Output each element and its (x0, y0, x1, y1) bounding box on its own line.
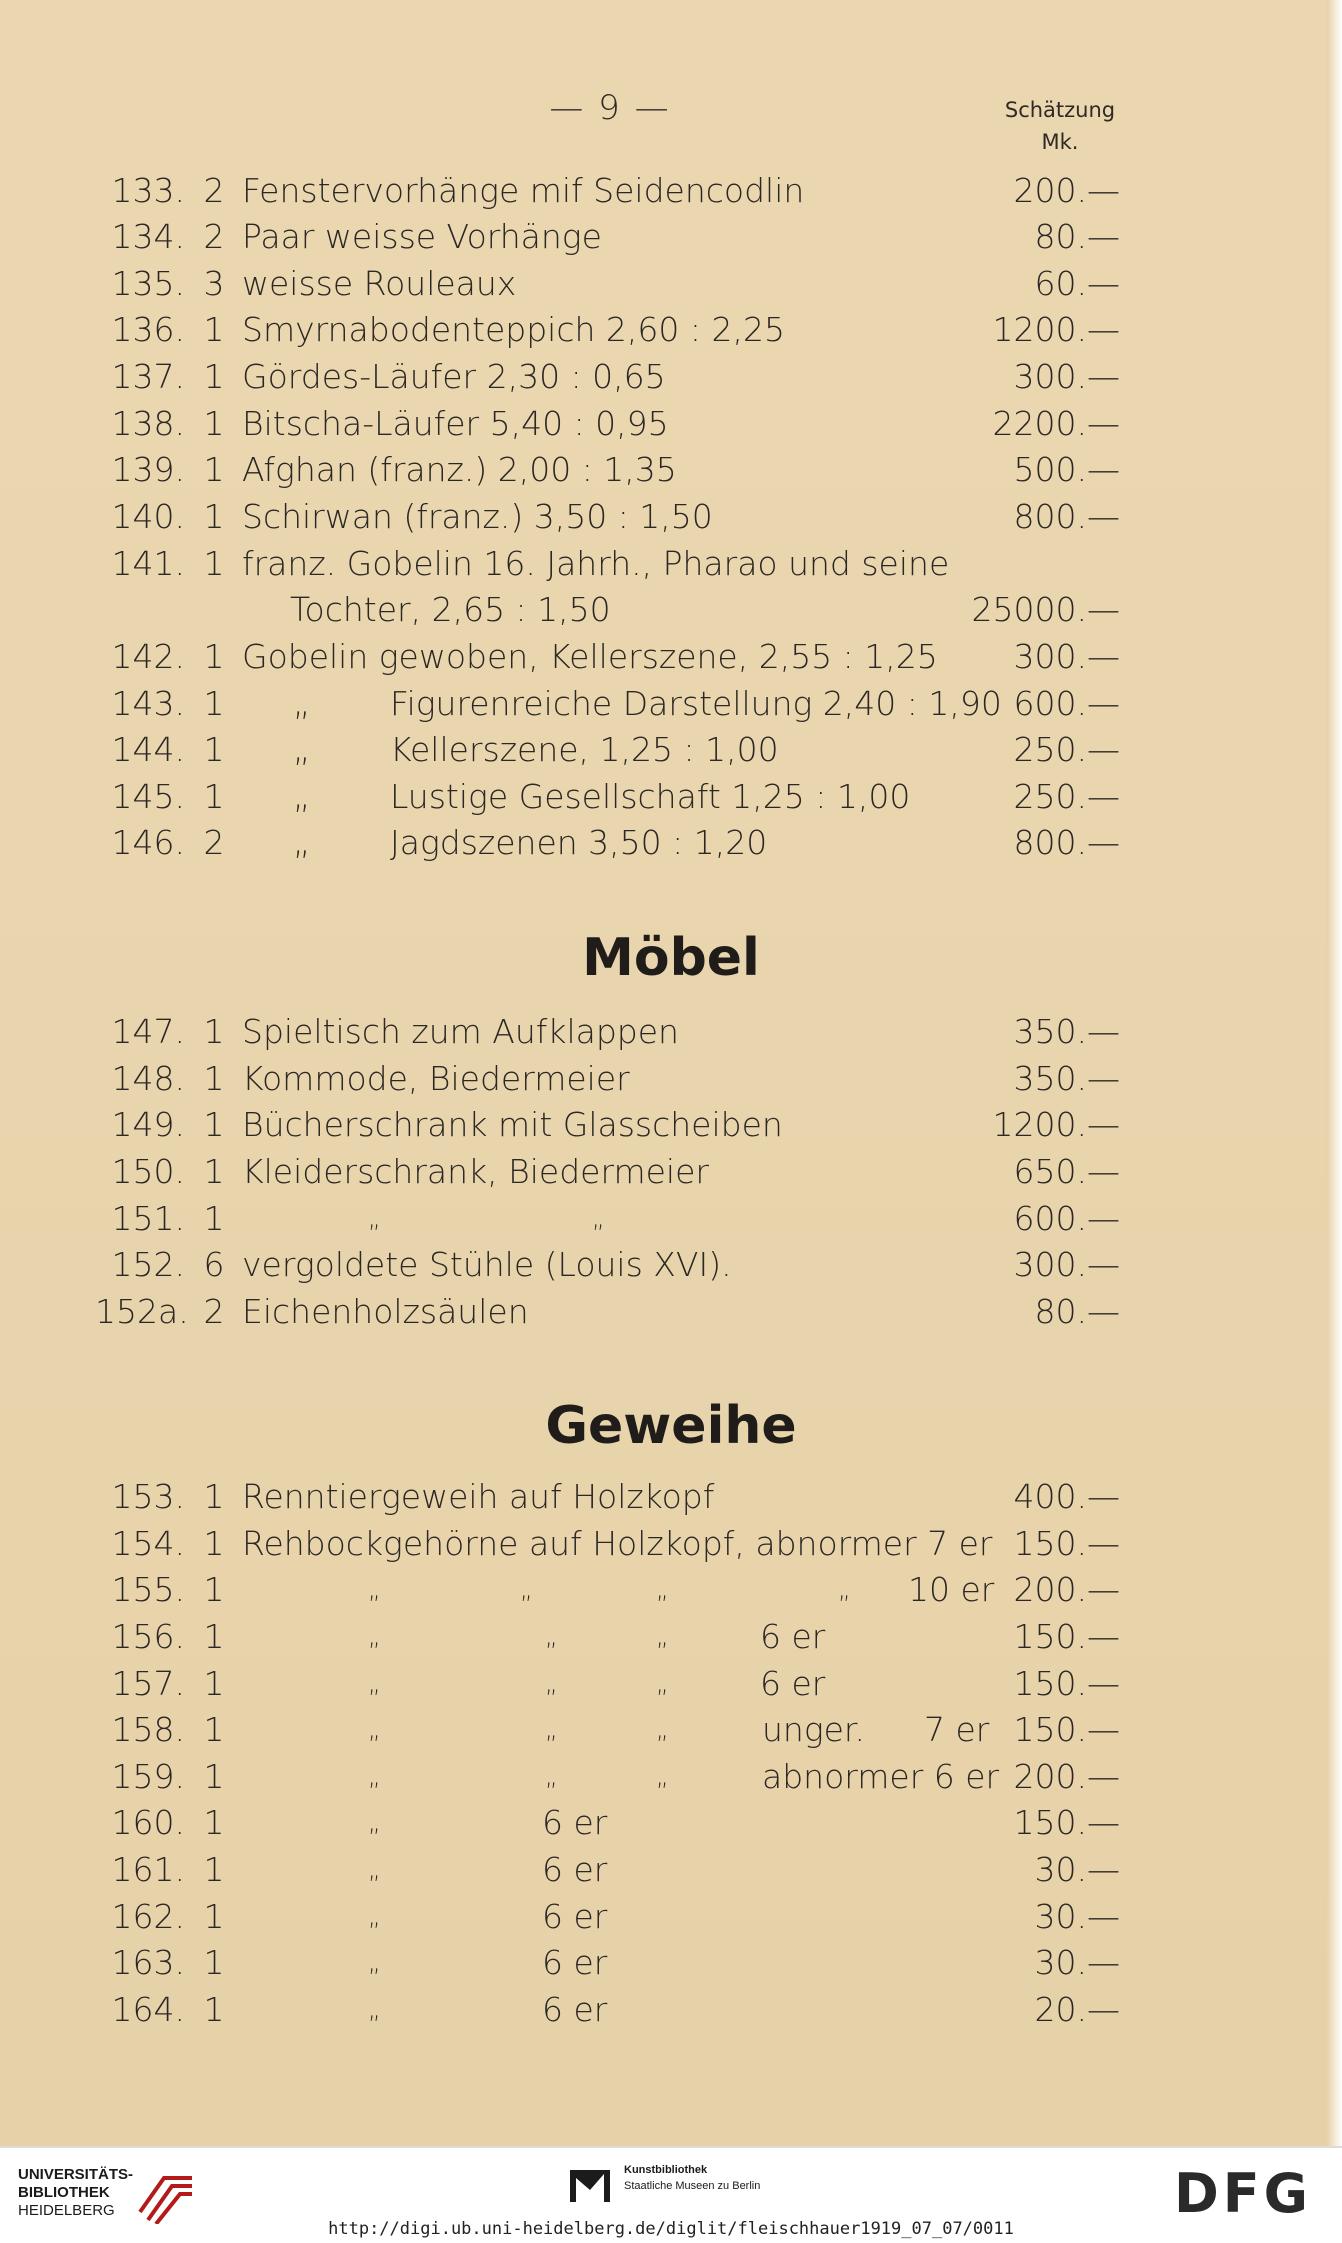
ditto-mark: „ (368, 1716, 381, 1744)
ditto-mark: „ (368, 1763, 381, 1791)
ditto-mark: „ (545, 1670, 558, 1698)
ditto-mark: „ (592, 1205, 605, 1233)
item-price: 150.— (1013, 1664, 1120, 1703)
item-qty: 1 (203, 1570, 225, 1609)
item-qty: 1 (203, 1524, 225, 1563)
item-suffix: unger. (762, 1710, 865, 1749)
item-number: 157. (111, 1664, 185, 1703)
ditto-mark: „ (545, 1716, 558, 1744)
section-title-moebel: Möbel (582, 928, 760, 988)
item-qty: 1 (203, 497, 225, 536)
kunstbibliothek-mark-icon (570, 2164, 610, 2208)
item-number: 152. (111, 1245, 185, 1284)
ditto-mark: „ (293, 730, 311, 769)
list-item (0, 307, 1342, 353)
item-desc: vergoldete Stühle (Louis XVI). (242, 1245, 732, 1284)
ditto-mark: „ (368, 1903, 381, 1931)
item-desc: Spieltisch zum Aufklappen (242, 1012, 679, 1051)
ditto-mark: „ (656, 1623, 669, 1651)
item-number: 140. (111, 497, 185, 536)
item-suffix-2: 7 er (924, 1710, 990, 1749)
item-desc: Fenstervorhänge mif Seidencodlin (242, 171, 805, 210)
list-item (0, 1102, 1342, 1148)
item-desc: weisse Rouleaux (242, 264, 517, 303)
item-qty: 3 (203, 264, 225, 303)
list-item (0, 1196, 1342, 1242)
list-item (0, 820, 1342, 866)
ditto-mark: „ (368, 1856, 381, 1884)
item-price: 500.— (1013, 450, 1120, 489)
item-qty: 2 (203, 823, 225, 862)
item-number: 149. (111, 1105, 185, 1144)
list-item (0, 1940, 1342, 1986)
item-desc: Paar weisse Vorhänge (242, 217, 602, 256)
list-item (0, 1521, 1342, 1567)
item-price: 2200.— (992, 404, 1120, 443)
item-desc: Kommode, Biedermeier (242, 1059, 630, 1098)
item-qty: 2 (203, 1292, 225, 1331)
list-item (0, 1754, 1342, 1800)
item-qty: 1 (203, 777, 225, 816)
item-price: 200.— (1013, 1757, 1120, 1796)
item-number: 156. (111, 1617, 185, 1656)
item-qty: 1 (203, 357, 225, 396)
item-number: 152a. (95, 1292, 189, 1331)
list-item (0, 1474, 1342, 1520)
list-item (0, 1149, 1342, 1195)
item-number: 150. (111, 1152, 185, 1191)
item-number: 137. (111, 357, 185, 396)
item-number: 161. (111, 1850, 185, 1889)
item-qty: 2 (203, 171, 225, 210)
item-number: 151. (111, 1199, 185, 1238)
item-qty: 1 (203, 1943, 225, 1982)
item-qty: 1 (203, 1897, 225, 1936)
item-number: 159. (111, 1757, 185, 1796)
ditto-mark: „ (368, 1623, 381, 1651)
ditto-mark: „ (656, 1716, 669, 1744)
item-price: 25000.— (971, 590, 1120, 629)
item-desc: Kellerszene, 1,25 : 1,00 (390, 730, 779, 769)
item-qty: 1 (203, 1617, 225, 1656)
item-number: 164. (111, 1990, 185, 2029)
ditto-mark: „ (368, 1205, 381, 1233)
list-item (0, 1056, 1342, 1102)
list-item (0, 1894, 1342, 1940)
list-item (0, 681, 1342, 727)
list-item (0, 494, 1342, 540)
item-suffix: 6 er (760, 1617, 826, 1656)
section-title-geweihe: Geweihe (545, 1396, 797, 1456)
item-desc: Renntiergeweih auf Holzkopf (242, 1477, 715, 1516)
estimate-label: Schätzung (1004, 98, 1116, 122)
item-desc: Kleiderschrank, Biedermeier (242, 1152, 709, 1191)
item-price: 60.— (1034, 264, 1120, 303)
item-price: 600.— (1013, 1199, 1120, 1238)
item-qty: 1 (203, 310, 225, 349)
item-desc: Smyrnabodenteppich 2,60 : 2,25 (242, 310, 785, 349)
ditto-mark: „ (656, 1763, 669, 1791)
item-price: 800.— (1013, 823, 1120, 862)
item-price: 350.— (1013, 1012, 1120, 1051)
item-suffix: 6 er (542, 1990, 608, 2029)
item-desc: Rehbockgehörne auf Holzkopf, abnormer 7 er (242, 1524, 993, 1563)
list-item (0, 214, 1342, 260)
item-price: 200.— (1013, 171, 1120, 210)
item-qty: 1 (203, 1477, 225, 1516)
list-item-continuation (0, 587, 1342, 633)
item-qty: 1 (203, 1990, 225, 2029)
item-number: 147. (111, 1012, 185, 1051)
list-item (0, 1800, 1342, 1846)
item-price: 30.— (1034, 1943, 1120, 1982)
item-price: 30.— (1034, 1850, 1120, 1889)
ditto-mark: „ (368, 1670, 381, 1698)
item-number: 162. (111, 1897, 185, 1936)
item-number: 133. (111, 171, 185, 210)
item-qty: 1 (203, 1664, 225, 1703)
item-number: 146. (111, 823, 185, 862)
item-desc: Gobelin gewoben, Kellerszene, 2,55 : 1,25 (242, 637, 938, 676)
item-number: 160. (111, 1803, 185, 1842)
item-desc: Lustige Gesellschaft 1,25 : 1,00 (390, 777, 911, 816)
item-price: 20.— (1034, 1990, 1120, 2029)
item-price: 150.— (1013, 1617, 1120, 1656)
page-number: — 9 — (549, 88, 671, 128)
kb-line-2: Staatliche Museen zu Berlin (624, 2180, 761, 2192)
item-qty: 6 (203, 1245, 225, 1284)
list-item (0, 1614, 1342, 1660)
item-desc: Bücherschrank mit Glasscheiben (242, 1105, 783, 1144)
item-desc: Afghan (franz.) 2,00 : 1,35 (242, 450, 677, 489)
library-mark-icon (136, 2172, 196, 2224)
item-suffix: 6 er (542, 1943, 608, 1982)
item-number: 143. (111, 684, 185, 723)
item-qty: 1 (203, 1199, 225, 1238)
item-qty: 1 (203, 637, 225, 676)
item-price: 800.— (1013, 497, 1120, 536)
item-price: 150.— (1013, 1803, 1120, 1842)
item-number: 144. (111, 730, 185, 769)
item-price: 150.— (1013, 1710, 1120, 1749)
list-item (0, 1661, 1342, 1707)
item-suffix: 6 er (542, 1850, 608, 1889)
item-qty: 1 (203, 1105, 225, 1144)
item-number: 142. (111, 637, 185, 676)
item-qty: 1 (203, 404, 225, 443)
ditto-mark: „ (838, 1576, 851, 1604)
ditto-mark: „ (293, 823, 311, 862)
list-item (0, 541, 1342, 587)
item-price: 350.— (1013, 1059, 1120, 1098)
estimate-column-header (980, 94, 1140, 158)
viewer-footer (0, 2146, 1342, 2243)
ditto-mark: „ (293, 684, 311, 723)
item-qty: 1 (203, 1152, 225, 1191)
item-price: 80.— (1034, 217, 1120, 256)
ditto-mark: „ (368, 1576, 381, 1604)
kunstbibliothek-logo[interactable] (570, 2162, 790, 2212)
item-price: 650.— (1013, 1152, 1120, 1191)
item-qty: 1 (203, 684, 225, 723)
list-item (0, 168, 1342, 214)
kb-line-1: Kunstbibliothek (624, 2164, 708, 2176)
ditto-mark: „ (545, 1763, 558, 1791)
item-price: 200.— (1013, 1570, 1120, 1609)
item-price: 300.— (1013, 1245, 1120, 1284)
library-line-3: HEIDELBERG (18, 2202, 115, 2219)
item-number: 141. (111, 544, 185, 583)
item-qty: 1 (203, 544, 225, 583)
item-qty: 1 (203, 450, 225, 489)
item-number: 155. (111, 1570, 185, 1609)
item-number: 153. (111, 1477, 185, 1516)
list-item (0, 1847, 1342, 1893)
list-item (0, 1707, 1342, 1753)
item-price: 250.— (1013, 730, 1120, 769)
item-suffix: abnormer 6 er (762, 1757, 1000, 1796)
item-price: 300.— (1013, 357, 1120, 396)
ditto-mark: „ (368, 1949, 381, 1977)
item-price: 150.— (1013, 1524, 1120, 1563)
list-item (0, 401, 1342, 447)
list-item (0, 1242, 1342, 1288)
item-number: 145. (111, 777, 185, 816)
ditto-mark: „ (656, 1576, 669, 1604)
item-number: 158. (111, 1710, 185, 1749)
list-item (0, 727, 1342, 773)
item-price: 300.— (1013, 637, 1120, 676)
item-qty: 1 (203, 1059, 225, 1098)
item-desc: Eichenholzsäulen (242, 1292, 529, 1331)
list-item (0, 1289, 1342, 1335)
item-qty: 2 (203, 217, 225, 256)
item-qty: 1 (203, 1757, 225, 1796)
list-item (0, 447, 1342, 493)
dfg-logo[interactable]: DFG (1173, 2162, 1312, 2225)
item-number: 136. (111, 310, 185, 349)
item-price: 1200.— (992, 310, 1120, 349)
ditto-mark: „ (520, 1576, 533, 1604)
item-qty: 1 (203, 1710, 225, 1749)
item-number: 163. (111, 1943, 185, 1982)
item-price: 400.— (1013, 1477, 1120, 1516)
item-qty: 1 (203, 1012, 225, 1051)
page-url[interactable]: http://digi.ub.uni-heidelberg.de/diglit/fleischhauer1919_07_07/0011 (328, 2219, 1014, 2239)
item-qty: 1 (203, 1803, 225, 1842)
item-price: 600.— (1013, 684, 1120, 723)
item-qty: 1 (203, 730, 225, 769)
list-item (0, 1009, 1342, 1055)
item-desc: Tochter, 2,65 : 1,50 (290, 590, 611, 629)
item-number: 148. (111, 1059, 185, 1098)
ditto-mark: „ (656, 1670, 669, 1698)
item-price: 1200.— (992, 1105, 1120, 1144)
item-desc: Schirwan (franz.) 3,50 : 1,50 (242, 497, 713, 536)
list-item (0, 774, 1342, 820)
item-qty: 1 (203, 1850, 225, 1889)
list-item (0, 261, 1342, 307)
item-desc: Figurenreiche Darstellung 2,40 : 1,90 (390, 684, 1002, 723)
item-number: 139. (111, 450, 185, 489)
ditto-mark: „ (293, 777, 311, 816)
list-item (0, 1987, 1342, 2033)
item-suffix: 6 er (760, 1664, 826, 1703)
item-number: 154. (111, 1524, 185, 1563)
ditto-mark: „ (368, 1809, 381, 1837)
item-number: 134. (111, 217, 185, 256)
item-suffix: 10 er (908, 1570, 995, 1609)
item-suffix: 6 er (542, 1803, 608, 1842)
item-desc: franz. Gobelin 16. Jahrh., Pharao und seine (242, 544, 950, 583)
list-item (0, 634, 1342, 680)
library-line-1: UNIVERSITÄTS- (18, 2166, 134, 2183)
item-price: 80.— (1034, 1292, 1120, 1331)
item-desc: Jagdszenen 3,50 : 1,20 (390, 823, 768, 862)
item-price: 250.— (1013, 777, 1120, 816)
ditto-mark: „ (545, 1623, 558, 1651)
list-item (0, 1567, 1342, 1613)
estimate-unit: Mk. (1041, 130, 1079, 154)
item-number: 138. (111, 404, 185, 443)
item-desc: Bitscha-Läufer 5,40 : 0,95 (242, 404, 669, 443)
item-desc: Gördes-Läufer 2,30 : 0,65 (242, 357, 666, 396)
item-number: 135. (111, 264, 185, 303)
list-item (0, 354, 1342, 400)
library-line-2: BIBLIOTHEK (18, 2184, 110, 2201)
item-price: 30.— (1034, 1897, 1120, 1936)
item-suffix: 6 er (542, 1897, 608, 1936)
ditto-mark: „ (368, 1996, 381, 2024)
